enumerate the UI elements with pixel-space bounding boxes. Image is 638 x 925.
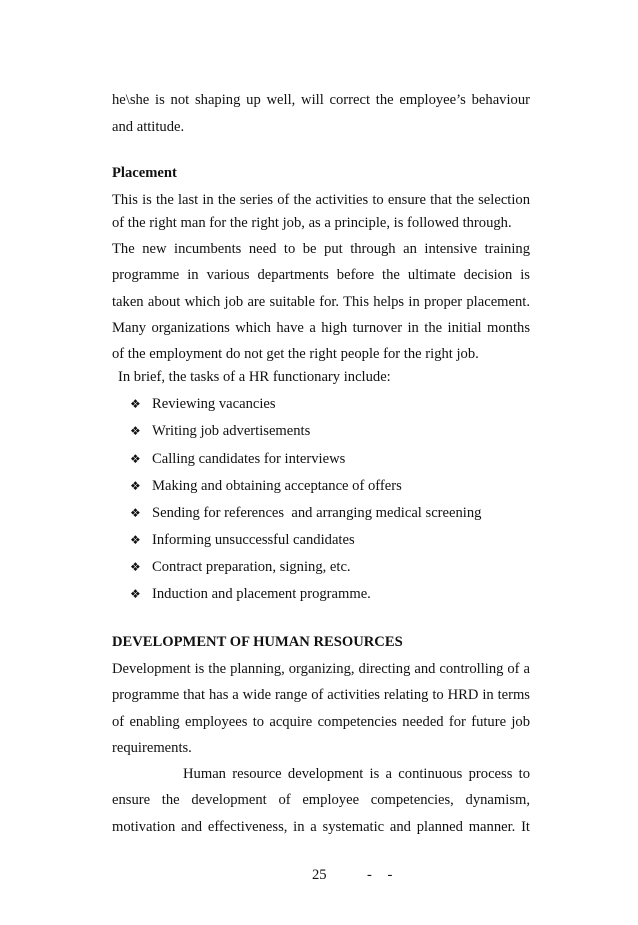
body-text-line: Many organizations which have a high turnover in the initial months xyxy=(112,320,530,336)
body-text-line: taken about which job are suitable for. This helps in proper placement. xyxy=(112,294,530,310)
diamond-bullet-icon: ❖ xyxy=(130,560,141,574)
section-heading-placement: Placement xyxy=(112,165,177,181)
section-heading-development: DEVELOPMENT OF HUMAN RESOURCES xyxy=(112,634,403,650)
body-text-line: ensure the development of employee competencies, dynamism, xyxy=(112,792,530,808)
list-item xyxy=(130,423,310,440)
body-text-line: programme in various departments before the ultimate decision is xyxy=(112,267,530,283)
body-text-line: programme that has a wide range of activities relating to HRD in terms xyxy=(112,687,530,703)
diamond-bullet-icon: ❖ xyxy=(130,506,141,520)
body-text-line: of the right man for the right job, as a principle, is followed through. xyxy=(112,215,512,231)
diamond-bullet-icon: ❖ xyxy=(130,452,141,466)
list-item-text: Reviewing vacancies xyxy=(152,396,276,412)
page-number: 25 xyxy=(312,867,327,883)
body-text-line: Development is the planning, organizing, directing and controlling of a xyxy=(112,661,530,677)
list-item xyxy=(130,532,355,549)
diamond-bullet-icon: ❖ xyxy=(130,533,141,547)
body-text-line: motivation and effectiveness, in a systematic and planned manner. It xyxy=(112,819,530,835)
list-item xyxy=(130,505,481,522)
body-text-line: requirements. xyxy=(112,740,192,756)
diamond-bullet-icon: ❖ xyxy=(130,587,141,601)
body-text-line: The new incumbents need to be put through an intensive training xyxy=(112,241,530,257)
list-item-text: Induction and placement programme. xyxy=(152,586,371,602)
list-item xyxy=(130,478,402,495)
list-item-text: Making and obtaining acceptance of offers xyxy=(152,478,402,494)
body-text-line: of the employment do not get the right people for the right job. xyxy=(112,346,479,362)
body-text-line: of enabling employees to acquire competencies needed for future job xyxy=(112,714,530,730)
list-item-text: Calling candidates for interviews xyxy=(152,451,346,467)
list-item-text: Contract preparation, signing, etc. xyxy=(152,559,351,575)
diamond-bullet-icon: ❖ xyxy=(130,397,141,411)
diamond-bullet-icon: ❖ xyxy=(130,479,141,493)
list-item-text: Sending for references and arranging medical screening xyxy=(152,505,482,521)
diamond-bullet-icon: ❖ xyxy=(130,424,141,438)
footer-dashes: - - xyxy=(367,867,399,883)
body-text-line: This is the last in the series of the activities to ensure that the selection xyxy=(112,192,530,208)
list-item-text: Informing unsuccessful candidates xyxy=(152,532,355,548)
body-text-line: and attitude. xyxy=(112,119,185,135)
tasks-intro: In brief, the tasks of a HR functionary include: xyxy=(118,369,391,385)
list-item xyxy=(130,559,351,576)
body-text-line: Human resource development is a continuous process to xyxy=(183,766,530,782)
body-text-line: he\she is not shaping up well, will correct the employee’s behaviour xyxy=(112,92,530,108)
list-item xyxy=(130,586,371,603)
list-item-text: Writing job advertisements xyxy=(152,423,311,439)
list-item xyxy=(130,451,345,468)
list-item xyxy=(130,396,276,413)
